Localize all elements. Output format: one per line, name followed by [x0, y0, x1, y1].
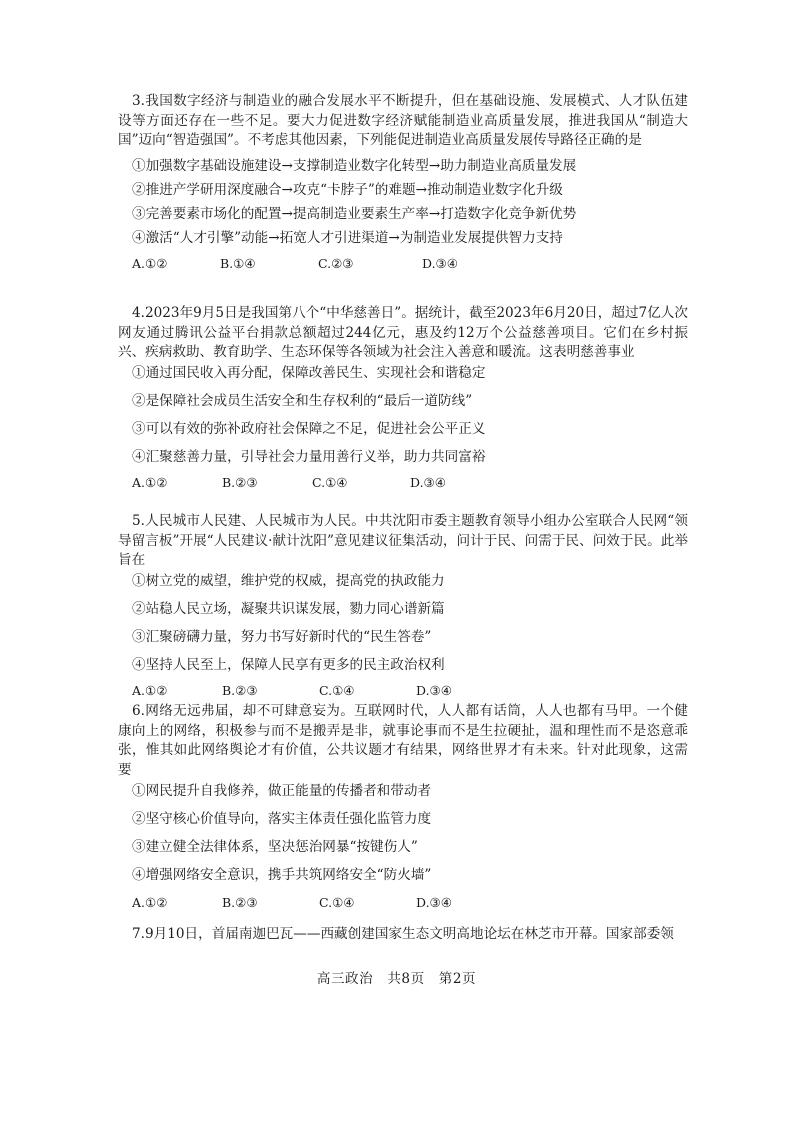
option-2: ②推进产学研用深度融合→攻克“卡脖子”的难题→推动制造业数字化升级 — [132, 181, 563, 198]
option-1: ①树立党的威望，维护党的权威，提高党的执政能力 — [132, 572, 445, 589]
option-2: ②坚守核心价值导向，落实主体责任强化监管力度 — [132, 811, 432, 827]
choice-d: D.③④ — [416, 682, 452, 698]
choice-c: C.①④ — [319, 895, 355, 910]
choice-b: B.②③ — [222, 895, 258, 910]
choice-a: A.①② — [132, 895, 168, 910]
answer-choices — [118, 895, 688, 911]
option-2: ②站稳人民立场，凝聚共识谋发展，勠力同心谱新篇 — [132, 600, 445, 617]
page-footer: 高三政治 共8页 第2页 — [316, 971, 477, 987]
question-stem: 5.人民城市人民建、人民城市为人民。中共沈阳市委主题教育领导小组办公室联合人民网“领导留言板”开展“人民建议·献计沈阳”意见建议征集活动，问计于民、问需于民、问效于民。此举旨在 — [118, 513, 688, 568]
question-4 — [118, 304, 688, 491]
option-3: ③汇聚磅礴力量，努力书写好新时代的“民生答卷” — [132, 628, 432, 645]
answer-choices — [118, 683, 688, 699]
option-3: ③完善要素市场化的配置→提高制造业要素生产率→打造数字化竞争新优势 — [132, 205, 577, 222]
choice-b: B.①④ — [220, 255, 256, 271]
question-7 — [118, 925, 688, 945]
choice-b: B.②③ — [222, 682, 258, 698]
answer-choices — [118, 475, 688, 491]
choice-a: A.①② — [132, 474, 168, 490]
answer-choices — [118, 256, 688, 272]
choice-b: B.②③ — [222, 474, 258, 490]
question-6 — [118, 702, 688, 911]
option-1: ①加强数字基础设施建设→支撑制造业数字化转型→助力制造业高质量发展 — [132, 157, 577, 174]
question-stem: 4.2023年9月5日是我国第八个“中华慈善日”。据统计，截至2023年6月20日，超过7亿人次网友通过腾讯公益平台捐款总额超过244亿元，惠及约12万个公益慈善项目。它们在乡村振兴、疾病救助、教育助学、生态环保等各领域为社会注入善意和暖流。这表明慈善事业 — [118, 305, 688, 360]
choice-c: C.①④ — [319, 682, 355, 698]
option-4: ④激活“人才引擎”动能→拓宽人才引进渠道→为制造业发展提供智力支持 — [132, 229, 563, 246]
choice-a: A.①② — [132, 255, 168, 271]
choice-d: D.③④ — [410, 474, 446, 490]
option-2: ②是保障社会成员生活安全和生存权利的“最后一道防线” — [132, 392, 473, 409]
choice-a: A.①② — [132, 682, 168, 698]
choice-d: D.③④ — [416, 895, 452, 910]
choice-c: C.②③ — [318, 255, 354, 271]
question-stem: 7.9月10日，首届南迦巴瓦——西藏创建国家生态文明高地论坛在林芝市开幕。国家部委领 — [132, 926, 674, 942]
choice-c: C.①④ — [312, 474, 348, 490]
option-3: ③可以有效的弥补政府社会保障之不足，促进社会公平正义 — [132, 420, 486, 437]
question-3 — [118, 92, 688, 272]
option-4: ④汇聚慈善力量，引导社会力量用善行义举，助力共同富裕 — [132, 448, 486, 465]
option-3: ③建立健全法律体系，坚决惩治网暴“按键伤人” — [132, 839, 418, 855]
choice-d: D.③④ — [422, 255, 458, 271]
option-1: ①网民提升自我修养，做正能量的传播者和带动者 — [132, 783, 432, 799]
question-5 — [118, 512, 688, 699]
question-stem: 6.网络无远弗届，却不可肆意妄为。互联网时代，人人都有话筒，人人也都有马甲。一个健康向上的网络，积极参与而不是搬弄是非，就事论事而不是生拉硬扯，温和理性而不是恣意乖张，惟其如此网络舆论才有价值，公共议题才有结果，网络世界才有未来。针对此现象，这需要 — [118, 703, 688, 778]
option-4: ④坚持人民至上，保障人民享有更多的民主政治权利 — [132, 656, 445, 673]
option-1: ①通过国民收入再分配，保障改善民生、实现社会和谐稳定 — [132, 364, 486, 381]
question-stem: 3.我国数字经济与制造业的融合发展水平不断提升，但在基础设施、发展模式、人才队伍建设等方面还存在一些不足。要大力促进数字经济赋能制造业高质量发展，推进我国从“制造大国”迈向“智造强国”。不考虑其他因素，下列能促进制造业高质量发展传导路径正确的是 — [118, 93, 688, 148]
option-4: ④增强网络安全意识，携手共筑网络安全“防火墙” — [132, 867, 432, 883]
